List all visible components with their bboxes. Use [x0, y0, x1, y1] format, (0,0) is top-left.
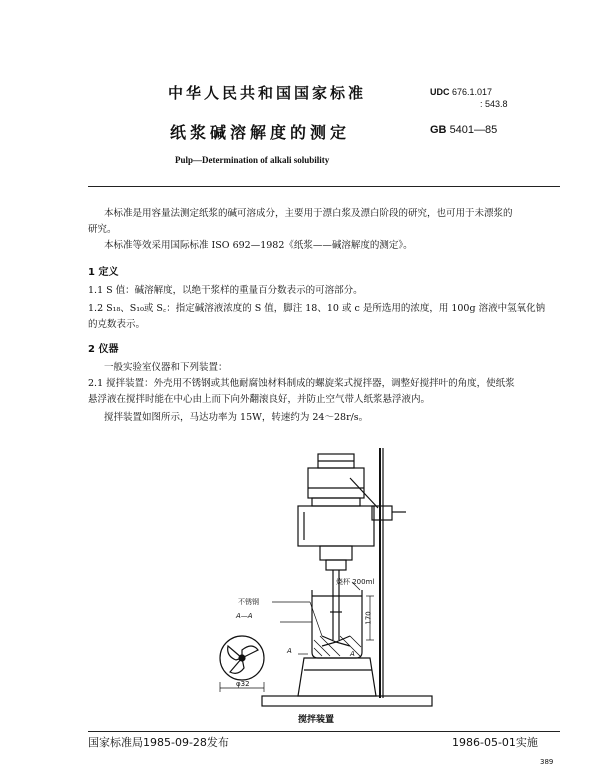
beaker [312, 590, 362, 658]
clamp [372, 506, 392, 520]
beaker-stand [298, 658, 376, 696]
intro-p2: 本标准等效采用国际标准 ISO 692—1982《纸浆——碱溶解度的测定》。 [104, 240, 413, 251]
effective-date: 1986-05-01实施 [452, 736, 538, 749]
standard-title-en: Pulp—Determination of alkali solubility [175, 155, 330, 165]
section2-item1-line3: 搅拌装置如图所示，马达功率为 15W，转速约为 24～28r/s。 [104, 412, 369, 423]
standard-title-cn: 纸浆碱溶解度的测定 [170, 123, 351, 142]
motor-ring [312, 498, 360, 506]
label-dim-170: 170 [364, 611, 373, 625]
section1-item2-line2: 的克数表示。 [88, 319, 146, 330]
intro-p1-line2: 研究。 [88, 224, 117, 235]
propeller [322, 636, 350, 646]
label-a-right: A [350, 650, 355, 658]
gearbox [298, 506, 374, 546]
section2-item1-line2: 悬浮液在搅拌时能在中心由上而下向外翻滚良好，并防止空气带人纸浆悬浮液内。 [88, 394, 431, 405]
page-number: 389 [540, 758, 554, 766]
header-divider [88, 186, 560, 187]
gb-label: GB [430, 124, 447, 136]
shaft-coupling [326, 560, 346, 570]
section2-item1-line1: 2.1 搅拌装置：外壳用不锈钢或其他耐腐蚀材料制成的螺旋桨式搅拌器，调整好搅拌叶的角度，使纸浆 [88, 378, 515, 389]
footer-divider [88, 731, 560, 732]
issued-date: 国家标准局1985-09-28发布 [88, 736, 229, 749]
udc-line1: 676.1.017 [452, 87, 493, 97]
udc-line2: : 543.8 [480, 99, 508, 109]
shaft-housing [320, 546, 352, 560]
section1-item1: 1.1 S 值：碱溶解度，以绝干浆样的重量百分数表示的可溶部分。 [88, 285, 363, 296]
intro-p1-line1: 本标准是用容量法测定纸浆的碱可溶成分，主要用于漂白浆及漂白阶段的研究，也可用于未漂浆的 [104, 208, 513, 219]
motor-body [308, 468, 364, 498]
figure-caption: 搅拌装置 [298, 715, 335, 725]
label-phi32: φ32 [236, 680, 250, 688]
section2-heading: 2 仪器 [88, 344, 119, 355]
label-a-left: A [287, 647, 292, 655]
label-stainless-steel: 不锈钢 [238, 598, 259, 606]
stirring-apparatus-figure [200, 440, 440, 712]
gb-code [430, 124, 497, 136]
section1-heading: 1 定义 [88, 267, 119, 278]
udc-label: UDC [430, 87, 450, 97]
label-section-aa: A—A [236, 612, 253, 620]
section2-intro: 一般实验室仪器和下列装置： [104, 362, 228, 373]
base-plate [262, 696, 432, 706]
udc-code [430, 86, 508, 110]
label-beaker: 烧杯 200ml [336, 578, 375, 586]
section1-item2-line1: 1.2 S₁₈、S₁₀或 S꜀：指定碱溶液浓度的 S 值，脚注 18、10 或 c 是所选用的浓度，用 100g 溶液中氢氧化钠 [88, 303, 546, 314]
gb-number: 5401—85 [449, 124, 498, 136]
country-standard-heading: 中华人民共和国国家标准 [168, 84, 367, 102]
